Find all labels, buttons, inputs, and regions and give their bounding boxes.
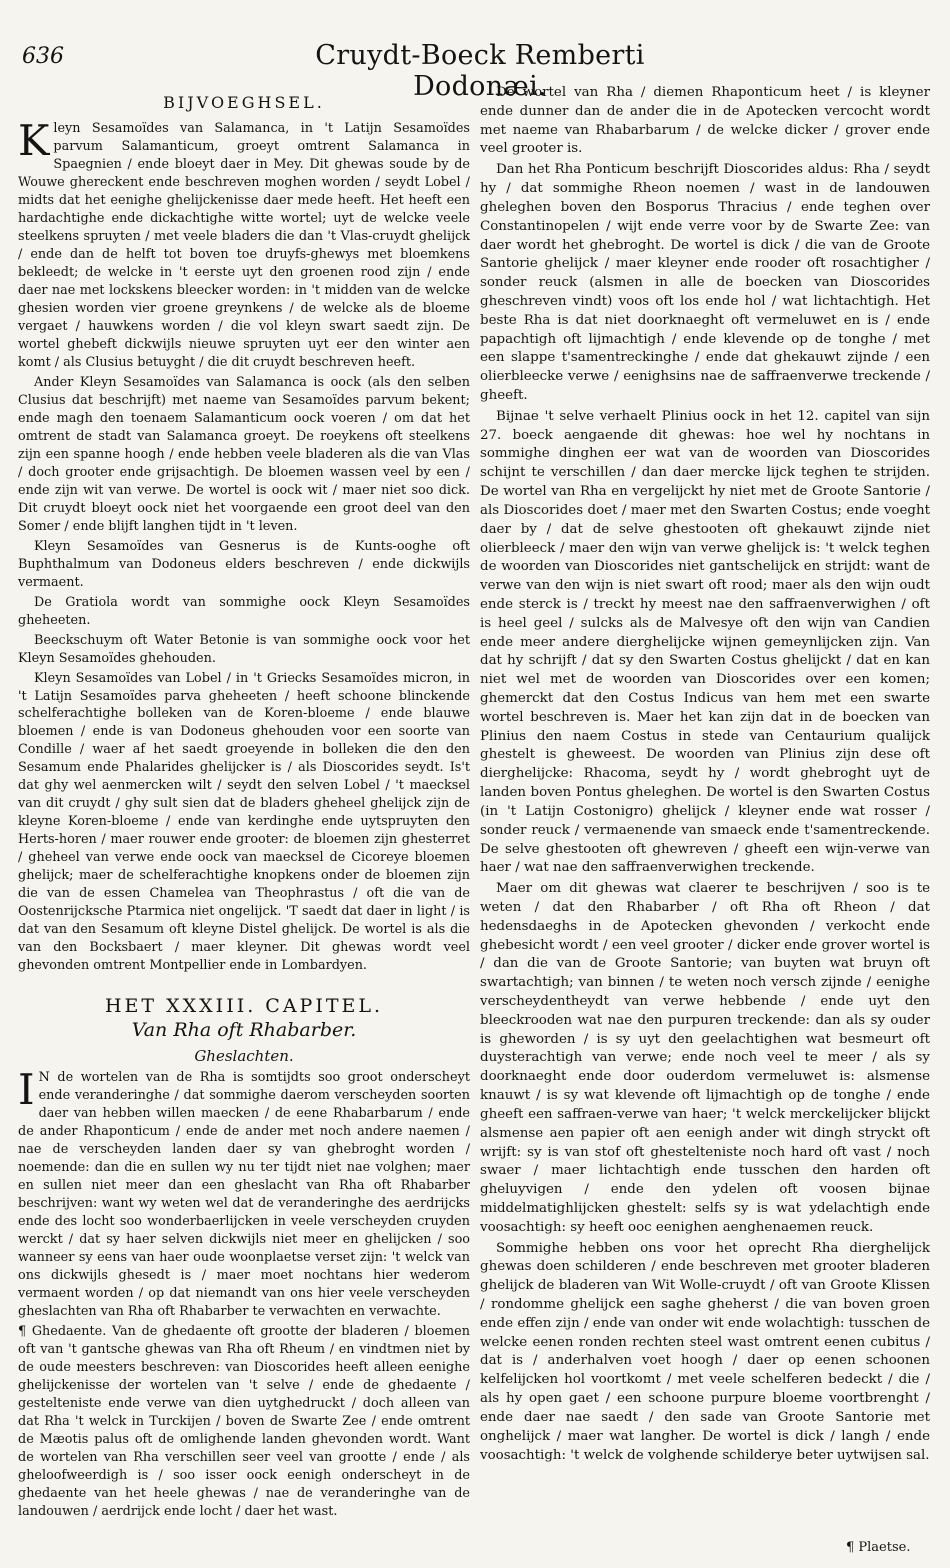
paragraph: Kleyn Sesamoïdes van Salamanca, in 't Latijn Sesamoïdes parvum Salamanticum, groeyt omtrent Salamanca in Spaegnien / ende bloeyt daer in Mey. Dit ghewas soude by de Wouwe ghereckent ende beschreven moghen worden / seydt Lobel / midts dat het eenighe ghelijckenisse daer mede heeft. Het heeft een hardachtighe ende dickachtighe witte wortel; uyt de welcke veele steelkens spruyten / met veele bladers die dan 't Vlas-cruydt ghelijck / ende dan de helft tot boven toe druyfs-ghewys met bloemkens bekleedt; de welcke in 't eerste uyt den groenen rood zijn / ende daer nae met lockskens bleecker worden: in 't midden van de welcke ghesien worden vier groene greynkens / de welcke als de bloeme vergaet / hauwkens worden / die vol kleyn swart saedt zijn. De wortel ghebeft dickwijls nieuwe spruyten uyt eer den winter aen komt / als Clusius betuyght / die dit cruydt beschreven heeft. [18,115,470,370]
paragraph: Beeckschuym oft Water Betonie is van sommighe oock voor het Kleyn Sesamoïdes ghehouden. [18,632,470,666]
paragraph: Kleyn Sesamoïdes van Lobel / in 't Griecks Sesamoïdes micron, in 't Latijn Sesamoïdes parva gheheeten / heeft schoone blinckende schelferachtighe bolleken van de Koren-bloeme / ende blauwe bloemen / ende is van Dodoneus ghehouden voor een soorte van Condille / waer af het saedt groeyende in bolleken die den den Sesamum ende Phalarides ghelijcker is / als Dioscorides seydt. Is't dat ghy wel aenmercken wilt / seydt den selven Lobel / 't maecksel van dit cruydt / ghy sult sien dat de bladers gheheel ghelijck zijn de kleyne Koren-bloeme / ende van kerdinghe ende uytspruyten den Herts-horen / maer rouwer ende grooter: de bloemen zijn ghesterret / gheheel van verwe ende oock van maecksel de Cicoreye bloemen ghelijck; maer de schelferachtighe knopkens onder de bloemen zijn die van de essen Chamelea van Theophrastus / oft die van de Oostenrijcksche Ptarmica niet ongelijck. 'T saedt dat daer in light / is dat van den Sesamum oft kleyne Distel ghelijck. De wortel is als die van den Bocksbaert / maer kleyner. Dit ghewas wordt veel ghevonden omtrent Montpellier ende in Lombardyen. [18,670,470,974]
paragraph: Maer om dit ghewas wat claerer te beschrijven / soo is te weten / dat den Rhabarber / oft Rha oft Rheon / dat hedensdaeghs in de Apotecken ghevonden / verkocht ende ghebesicht wordt / een veel grooter / dicker ende grover wortel is / dan die van de Groote Santorie; van buyten wat bruyn oft swartachtigh; van binnen / te weten noch versch zijnde / eenighe verscheydentheydt van verwe hebbende / ende uyt den bleeckrooden wat nae den purpuren treckende: dan als sy ouder is gheworden / is sy uyt den geelachtighen wat besmeurt oft duysterachtigh van verwe; ende noch veel te meer / als sy doorknaeght ende door ouderdom vermeluwet is: alsmense knauwt / is sy wat klevende oft lijmachtigh op de tonghe / ende gheeft een saffraen-verwe van haer; 't welck merckelijcker blijckt alsmense aen papier oft aen eenigh ander wit dingh stryckt oft wrijft: sy is van stof oft ghestelteniste noch hard oft vast / noch swaer / maer lichtachtigh ende tusschen den harden oft gheluyvigen / ende den ydelen oft voosen bijnae middelmatighlijcken ghestelt: selfs sy is wat ydelachtigh ende voosachtigh: sy heeft ooc eenighen aenghenaemen reuck. [480,881,930,1235]
right-column [480,84,930,1467]
paragraph: ¶ Ghedaente. Van de ghedaente oft grootte der bladeren / bloemen oft van 't gantsche ghewas van Rha oft Rheum / en vindtmen niet by de oude meesters beschreven: van Dioscorides heeft alleen eenighe ghelijckenisse der wortelen van 't selve / ende de ghedaente / gestelteniste ende verwe van dien uytghedruckt / doch alleen van dat Rha 't welck in Turckijen / boven de Swarte Zee / ende omtrent de Mæotis palus oft de omlighende landen ghevonden wordt. Want de wortelen van Rha verschillen seer veel van grootte / ende / als gheloofweerdigh is / soo isser oock eenigh onderscheyt in de ghedaente van het heele ghewas / nae de veranderinghe van de landouwen / aerdrijck ende locht / daer het wast. [18,1323,470,1519]
paragraph: Ander Kleyn Sesamoïdes van Salamanca is oock (als den selben Clusius dat beschrijft) met naeme van Sesamoïdes parvum bekent; ende magh den toenaem Salamanticum oock voeren / om dat het omtrent de stadt van Salamanca groeyt. De roeykens oft steelkens zijn een spanne hoogh / ende hebben veele bladeren als die van Vlas / doch grooter ende grijsachtigh. De bloemen wassen veel by een / ende zijn wit van verwe. De wortel is oock wit / maer niet soo dick. Dit cruydt bloeyt oock niet het voorgaende een groot deel van den Somer / ende blijft langhen tijdt in 't leven. [18,374,470,534]
paragraph: De wortel van Rha / diemen Rhaponticum heet / is kleyner ende dunner dan de ander die in de Apotecken vercocht wordt met naeme van Rhabarbarum / de welcke dicker / grover ende veel grooter is. [480,85,930,157]
catchword: ¶ Plaetse. [846,1540,911,1555]
section-title: BIJVOEGHSEL. [163,93,325,112]
paragraph: IN de wortelen van de Rha is somtijdts soo groot onderscheyt ende veranderinghe / dat sommighe daerom verscheyden soorten daer van hebben willen maecken / de eene Rhabarbarum / ende de ander Rhaponticum / ende de ander met noch andere naemen / nae de verscheyden landen daer sy van ghebroght worden / noemende: dan die en sullen wy nu ter tijdt niet nae volghen; maer en sullen niet meer dan een gheslacht van Rha oft Rhabarber beschrijven: want wy weten wel dat de veranderinghe des aerdrijcks ende des locht soo wonderbaerlijcken in veele verscheyden cruyden werckt / dat sy haer selven dickwijls niet meer en ghelijcken / soo wanneer sy eens van haer oude woonplaetse verset zijn: 't welck van ons dickwijls ghesedt is / maer moet nochtans hier wederom vermaent worden / op dat niemandt van ons hier veele verscheyden gheslachten van Rha oft Rhabarber te verwachten en verwachte. [18,1065,470,1319]
chapter-title: Van Rha oft Rhabarber. [131,1019,357,1042]
page-number: 636 [22,44,64,69]
paragraph: Sommighe hebben ons voor het oprecht Rha dierghelijck ghewas doen schilderen / ende beschreven met grooter bladeren ghelijck de bladeren van Wit Wolle-cruydt / oft van Groote Klissen / rondomme ghelijck een saghe gheherst / die van boven groen ende effen zijn / ende van onder wit ende wolachtigh: tusschen de welcke eenen ronden rechten steel wast omtrent eenen cubitus / dat is / anderhalven voet hoogh / daer op eenen schoonen kelfelijcken hol voortkomt / met veele schelferen bedeckt / die / als hy open gaet / een schoone purpure bloeme voortbrenght / ende daer nae saedt / den sade van Groote Santorie met onghelijck / maer wat langher. De wortel is dick / langh / ende voosachtigh: 't welck de volghende schilderye beter uytwijsen sal. [480,1240,930,1463]
running-title: Cruydt-Boeck Remberti Dodonæi. [315,40,645,102]
subheading: Gheslachten. [194,1047,294,1066]
paragraph: Dan het Rha Ponticum beschrijft Dioscorides aldus: Rha / seydt hy / dat sommighe Rheon noemen / wast in de landouwen gheleghen boven den Bosporus Thracius / ende teghen over Constantinopelen / wijt ende verre voor by de Swarte Zee: van daer wordt het ghebroght. De wortel is dick / die van de Groote Santorie ghelijck / maer kleyner ende rooder oft rosachtigher / sonder reuck (alsmen in alle de boecken van Dioscorides gheschreven vindt) voos oft los ende hol / wat lichtachtigh. Het beste Rha is dat niet doorknaeght oft vermeluwet en is / ende papachtigh oft lijmachtigh / ende klevende op de tonghe / met een slappe t'samentreckinghe / ende dat ghekauwt zijnde / een olierbleecke verwe / eenighsins nae de saffraenverwe treckende / gheeft. [480,162,930,403]
chapter-heading: HET XXXIII. CAPITEL. [104,995,384,1018]
paragraph: De Gratiola wordt van sommighe oock Kleyn Sesamoïdes gheheeten. [18,594,470,628]
paragraph: Kleyn Sesamoïdes van Gesnerus is de Kunts-ooghe oft Buphthalmum van Dodoneus elders beschreven / ende dickwijls vermaent. [18,538,470,590]
left-column [18,82,470,1523]
paragraph: Bijnae 't selve verhaelt Plinius oock in het 12. capitel van sijn 27. boeck aengaende dit ghewas: hoe wel hy nochtans in sommighe dinghen eer wat van de woorden van Dioscorides schijnt te verschillen / dan daer mercke lijck teghen te strijden. De wortel van Rha en vergelijckt hy niet met de Groote Santorie / als Dioscorides doet / maer met den Swarten Costus; ende voeght daer by / dat de selve ghestooten oft ghekauwt zijnde niet olierbleeck / maer den wijn van verwe ghelijck is: 't welck teghen de woorden van Dioscorides niet gantschelijck en strijdt: want de verwe van den wijn is niet swart oft rood; maer als den wijn oudt ende sterck is / treckt hy meest nae den saffraenverwighen / oft is heel geel / sulcks als de Malvesye oft den wijn van Candien ende meer andere dierghelijcke wijnen gemeynlijcken zijn. Van dat hy schrijft / dat sy den Swarten Costus ghelijckt / dat en kan niet wel met de woorden van Dioscorides over een komen; ghemerckt dat den Costus Indicus van hem met een swarte wortel beschreven is. Maer het kan zijn dat in de boecken van Plinius den naem Costus in stede van Centaurium qualijck ghestelt is gheweest. De woorden van Plinius zijn dese oft dierghelijcke: Rhacoma, seydt hy / wordt ghebroght uyt de landen boven Pontus gheleghen. De wortel is den Swarten Costus (in 't Latijn Costonigro) ghelijck / kleyner ende wat rosser / sonder reuck / vermaenende van smaeck ende t'samentreckende. De selve ghestooten oft ghewreven / gheeft een wijn-verwe van haer / wat nae den saffraenverwighen treckende. [480,408,930,876]
